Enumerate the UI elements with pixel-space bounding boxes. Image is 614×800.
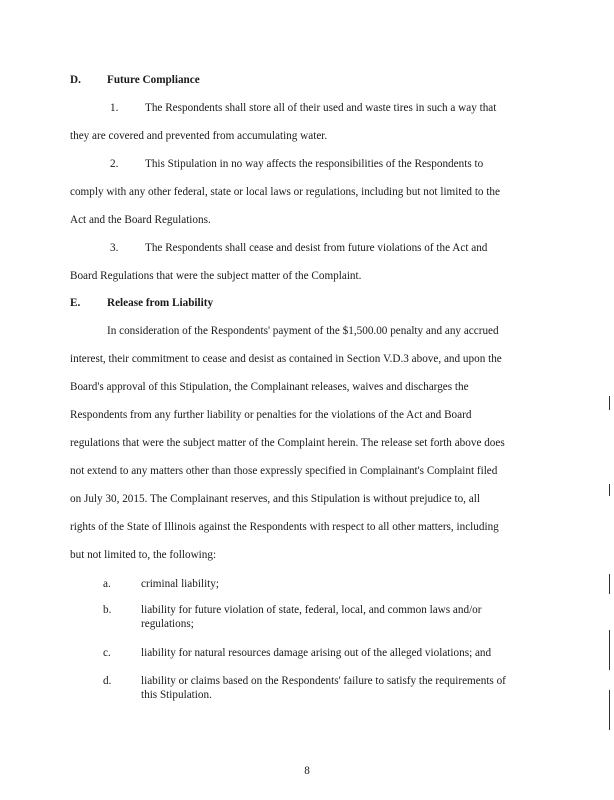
section-d-letter: D. [70, 74, 81, 86]
release-paragraph-line-1: In consideration of the Respondents' payment of the $1,500.00 penalty and any accrued [107, 325, 499, 337]
page-number: 8 [304, 765, 310, 777]
subitem-d-label: d. [103, 675, 112, 687]
item-2-number: 2. [110, 158, 119, 170]
section-d-title: Future Compliance [107, 74, 200, 86]
release-paragraph-line-2: interest, their commitment to cease and desist as contained in Section V.D.3 above, and upon the [70, 353, 502, 365]
subitem-a-text: criminal liability; [141, 578, 219, 590]
item-3-text: The Respondents shall cease and desist from future violations of the Act and [145, 242, 488, 254]
item-3-line-2: Board Regulations that were the subject matter of the Complaint. [70, 270, 362, 282]
release-paragraph-line-8: rights of the State of Illinois against the Respondents with respect to all other matters, including [70, 521, 499, 533]
release-paragraph-line-7: on July 30, 2015. The Complainant reserves, and this Stipulation is without prejudice to, all [70, 493, 480, 505]
item-2-line-2: comply with any other federal, state or local laws or regulations, including but not limited to the [70, 186, 500, 198]
subitem-b-text-1: liability for future violation of state, federal, local, and common laws and/or [141, 604, 482, 616]
release-paragraph-line-6: not extend to any matters other than those expressly specified in Complainant's Complaint filed [70, 465, 498, 477]
subitem-c-label: c. [103, 647, 111, 659]
section-e-letter: E. [70, 297, 81, 309]
scan-edge-mark [609, 574, 610, 594]
subitem-d-text-2: this Stipulation. [141, 689, 212, 701]
item-2-text: This Stipulation in no way affects the responsibilities of the Respondents to [145, 158, 484, 170]
section-e-title: Release from Liability [107, 297, 214, 309]
section-d-heading [70, 73, 540, 87]
release-paragraph-line-5: regulations that were the subject matter of the Complaint herein. The release set forth above does [70, 437, 505, 449]
section-e-heading [70, 296, 540, 310]
item-1-line-2: they are covered and prevented from accumulating water. [70, 130, 328, 142]
scan-edge-mark [609, 396, 610, 410]
scan-edge-mark [609, 690, 610, 730]
scan-edge-mark [609, 484, 610, 496]
subitem-d-text-1: liability or claims based on the Respondents' failure to satisfy the requirements of [141, 675, 506, 687]
item-2-line-3: Act and the Board Regulations. [70, 214, 211, 226]
scan-edge-mark [609, 630, 610, 670]
subitem-c-text: liability for natural resources damage arising out of the alleged violations; and [141, 647, 492, 659]
release-paragraph-line-3: Board's approval of this Stipulation, the Complainant releases, waives and discharges the [70, 381, 469, 393]
item-1-text: The Respondents shall store all of their used and waste tires in such a way that [145, 102, 497, 114]
release-paragraph-line-9: but not limited to, the following: [70, 549, 217, 561]
release-paragraph-line-4: Respondents from any further liability or penalties for the violations of the Act and Board [70, 409, 472, 421]
subitem-b-label: b. [103, 604, 112, 616]
item-3-number: 3. [110, 242, 119, 254]
subitem-a-label: a. [103, 578, 111, 590]
subitem-b-text-2: regulations; [141, 618, 194, 630]
item-1-number: 1. [110, 102, 119, 114]
